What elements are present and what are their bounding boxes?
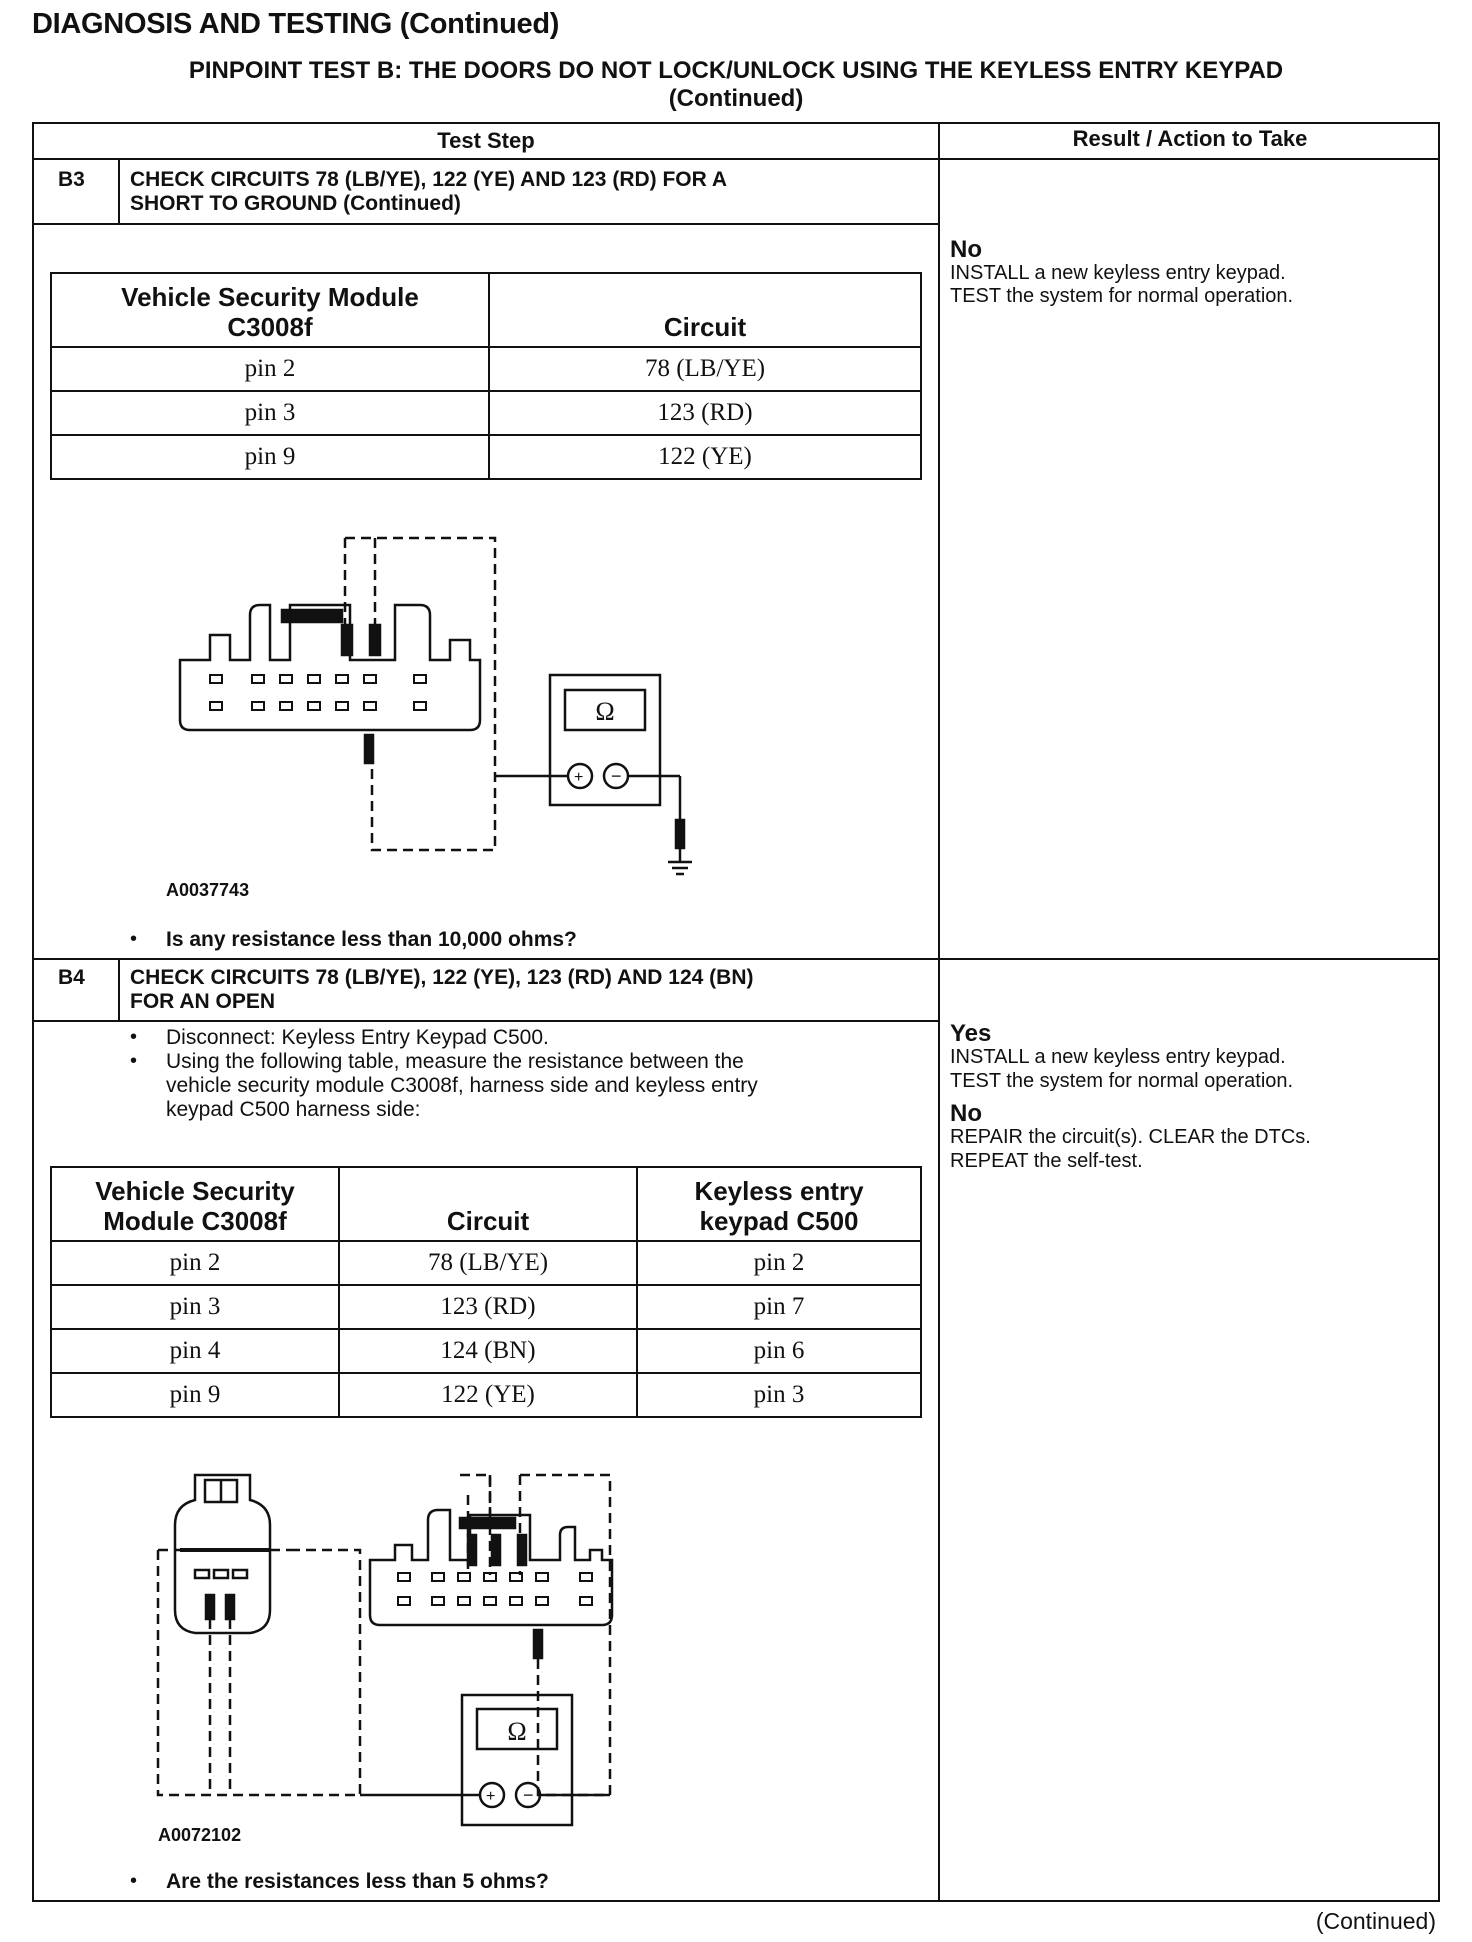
b4-result-yes-1: INSTALL a new keyless entry keypad. <box>950 1046 1286 1068</box>
b4-circuit: 122 (YE) <box>339 1373 637 1417</box>
b4-bullet2-1: Using the following table, measure the resistance between the <box>166 1050 744 1073</box>
b4-circuit: 124 (BN) <box>339 1329 637 1373</box>
minus-icon: − <box>611 766 622 786</box>
b3-question: Is any resistance less than 10,000 ohms? <box>166 928 577 951</box>
b3-th-module <box>51 273 489 347</box>
table-row <box>51 1241 921 1285</box>
b3-result-no: No <box>950 236 982 263</box>
column-divider <box>938 122 940 1902</box>
b4-result-yes: Yes <box>950 1020 992 1047</box>
b4-title-line1: CHECK CIRCUITS 78 (LB/YE), 122 (YE), 123 (RD) AND 124 (BN) <box>130 966 754 989</box>
col-result: Result / Action to Take <box>1072 126 1308 151</box>
b4-keypad-pin: pin 7 <box>637 1285 921 1329</box>
table-row <box>51 391 921 435</box>
pinpoint-test-continued: (Continued) <box>668 85 804 112</box>
b4-id-divider <box>118 958 120 1020</box>
b4-th-module-2: Module C3008f <box>103 1206 287 1236</box>
bullet-icon: • <box>130 1870 138 1892</box>
b4-keypad-pin: pin 3 <box>637 1373 921 1417</box>
b3-th-circuit: Circuit <box>489 273 921 347</box>
b3-circuit: 78 (LB/YE) <box>489 347 921 391</box>
pinpoint-test-title: PINPOINT TEST B: THE DOORS DO NOT LOCK/UNLOCK USING THE KEYLESS ENTRY KEYPAD <box>188 57 1284 84</box>
b4-bullet2-2: vehicle security module C3008f, harness side and keyless entry <box>166 1074 758 1097</box>
table-row <box>51 435 921 479</box>
footer-continued: (Continued) <box>1315 1908 1436 1934</box>
b4-result-yes-2: TEST the system for normal operation. <box>950 1070 1294 1092</box>
b3-title-line <box>32 223 939 225</box>
b4-keypad-pin: pin 2 <box>637 1241 921 1285</box>
bullet-icon: • <box>130 1050 138 1072</box>
b3-pin: pin 3 <box>51 391 489 435</box>
b3-connector-body <box>180 605 480 730</box>
b4-circuit: 78 (LB/YE) <box>339 1241 637 1285</box>
b4-title-line2: FOR AN OPEN <box>130 990 276 1013</box>
b3-circuit: 123 (RD) <box>489 391 921 435</box>
b4-bullet1: Disconnect: Keyless Entry Keypad C500. <box>166 1026 549 1049</box>
minus-icon: − <box>523 1785 534 1805</box>
b4-ohm-symbol: Ω <box>507 1717 527 1746</box>
section-title: DIAGNOSIS AND TESTING (Continued) <box>32 8 560 40</box>
b4-pin-table <box>50 1166 922 1418</box>
plus-icon: + <box>486 1788 496 1805</box>
b4-module-pin: pin 2 <box>51 1241 339 1285</box>
b3-dashed-lead <box>345 538 495 850</box>
b4-th-circuit: Circuit <box>339 1167 637 1241</box>
b3-step-id: B3 <box>58 168 85 191</box>
table-row <box>51 1329 921 1373</box>
table-row <box>51 1285 921 1329</box>
b4-title-line <box>32 1020 939 1022</box>
b4-step-id: B4 <box>58 966 85 989</box>
bullet-icon: • <box>130 1026 138 1048</box>
b3-pin-table <box>50 272 922 480</box>
b3-connector-diagram <box>160 520 740 880</box>
table-row <box>51 347 921 391</box>
b4-result-no: No <box>950 1100 982 1127</box>
b4-bullet2-3: keypad C500 harness side: <box>166 1098 421 1121</box>
b3-result-no-2: TEST the system for normal operation. <box>950 285 1294 307</box>
b3-title-line1: CHECK CIRCUITS 78 (LB/YE), 122 (YE) AND 123 (RD) FOR A <box>130 168 728 191</box>
b3-result-no-1: INSTALL a new keyless entry keypad. <box>950 262 1286 284</box>
b3-pin: pin 9 <box>51 435 489 479</box>
b4-keypad-pin: pin 6 <box>637 1329 921 1373</box>
b4-th-module-1: Vehicle Security <box>95 1176 295 1206</box>
col-test-step: Test Step <box>437 128 535 153</box>
b4-ohmmeter <box>462 1695 572 1825</box>
b4-circuit: 123 (RD) <box>339 1285 637 1329</box>
b4-keypad-connector <box>175 1475 270 1633</box>
b4-result-no-1: REPAIR the circuit(s). CLEAR the DTCs. <box>950 1126 1311 1148</box>
b3-pin: pin 2 <box>51 347 489 391</box>
plus-icon: + <box>574 769 584 786</box>
table-row <box>51 1373 921 1417</box>
b4-top-line <box>32 958 1440 960</box>
b4-th-module <box>51 1167 339 1241</box>
b3-title-line2: SHORT TO GROUND (Continued) <box>130 192 461 215</box>
b4-figure-id: A0072102 <box>158 1825 242 1845</box>
header-row-line <box>32 158 1440 160</box>
b4-connector-diagram <box>150 1455 790 1835</box>
b4-module-pin: pin 3 <box>51 1285 339 1329</box>
b4-result-no-2: REPEAT the self-test. <box>950 1150 1143 1172</box>
b4-question: Are the resistances less than 5 ohms? <box>166 1870 549 1893</box>
b4-th-keypad-2: keypad C500 <box>699 1206 859 1236</box>
b3-circuit: 122 (YE) <box>489 435 921 479</box>
b3-ohm-symbol: Ω <box>595 697 615 726</box>
b4-th-keypad-1: Keyless entry <box>694 1176 864 1206</box>
b3-id-divider <box>118 158 120 224</box>
b3-th-module-1: Vehicle Security Module <box>121 282 419 312</box>
b4-th-keypad <box>637 1167 921 1241</box>
b4-module-pin: pin 4 <box>51 1329 339 1373</box>
b3-ohmmeter <box>550 675 660 805</box>
b3-th-module-2: C3008f <box>227 312 313 342</box>
b3-figure-id: A0037743 <box>166 880 250 900</box>
bullet-icon: • <box>130 928 138 950</box>
b4-module-pin: pin 9 <box>51 1373 339 1417</box>
